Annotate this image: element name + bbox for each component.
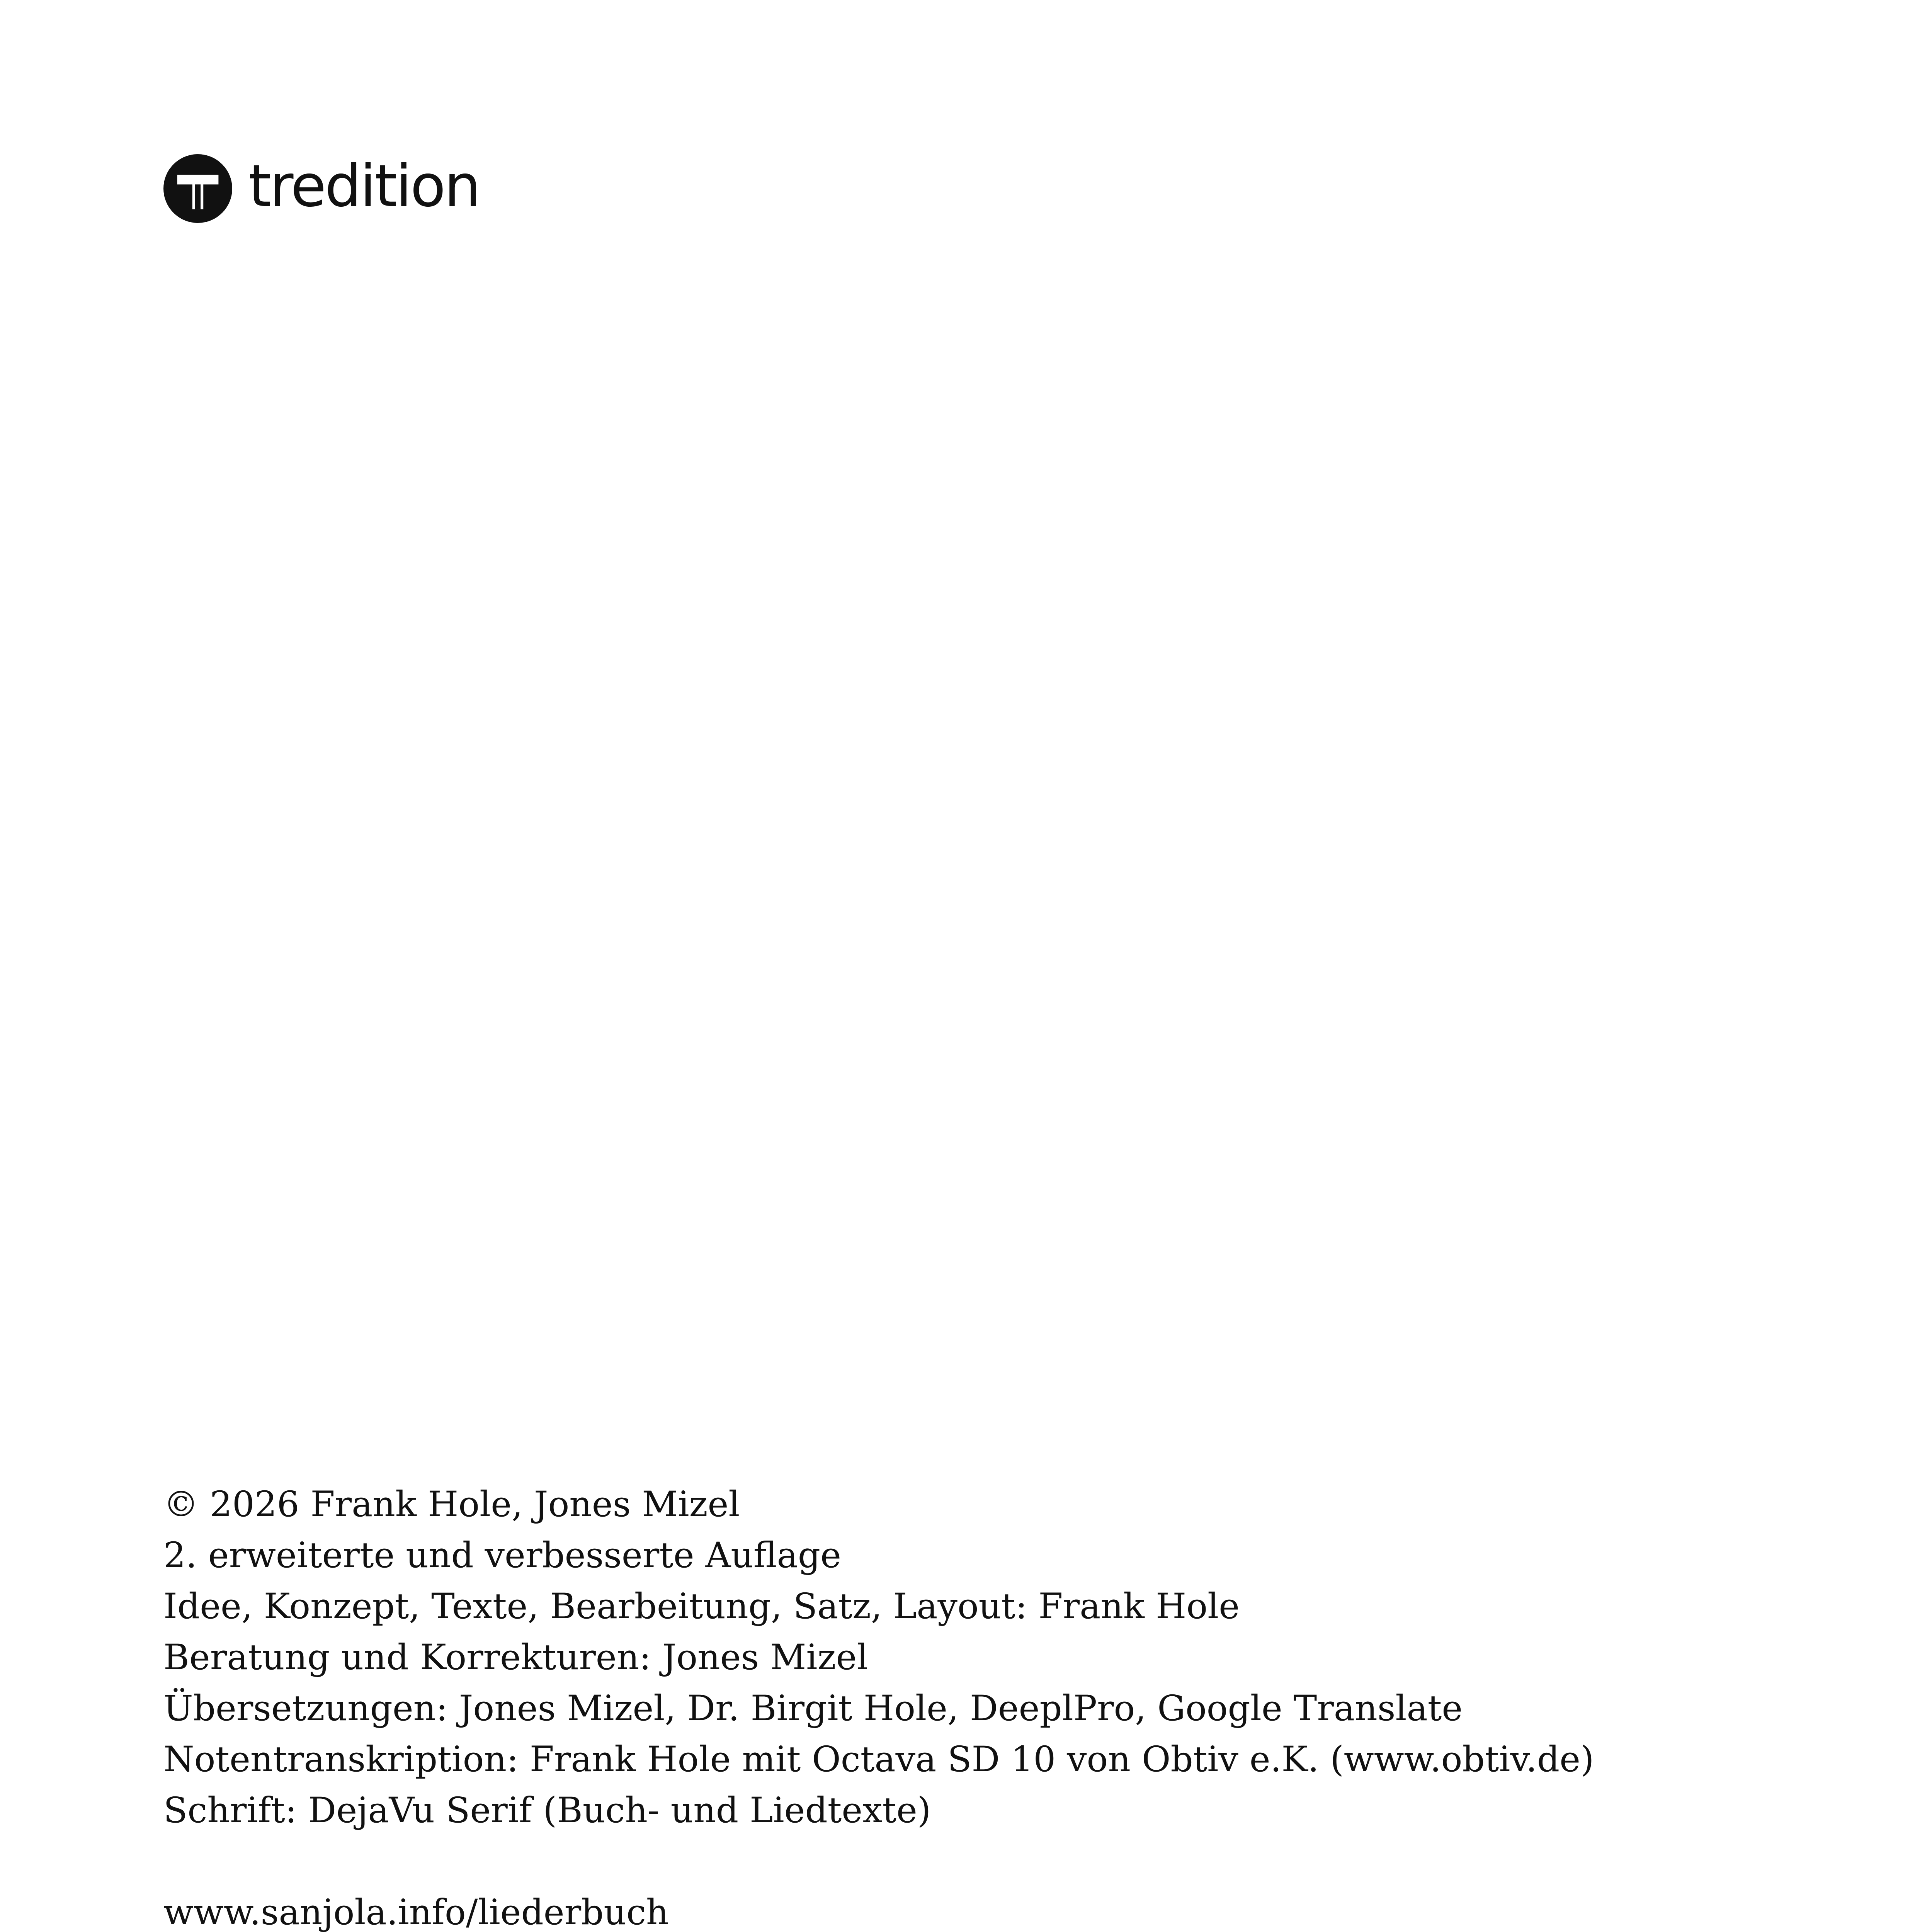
imprint-block — [163, 1479, 1848, 1932]
font-credit-line: Schrift: DejaVu Serif (Buch- und Liedtexte) — [163, 1790, 931, 1831]
website-link[interactable]: www.sanjola.info/liederbuch — [163, 1892, 669, 1932]
logo-wordmark: tredition — [248, 153, 480, 220]
copyright-line: © 2026 Frank Hole, Jones Mizel — [163, 1484, 740, 1525]
tredition-logo — [163, 152, 480, 225]
transcription-credit-line: Notentranskription: Frank Hole mit Octava SD 10 von Obtiv e.K. (www.obtiv.de) — [163, 1739, 1594, 1780]
consulting-credit-line: Beratung und Korrekturen: Jones Mizel — [163, 1637, 868, 1678]
spacer — [163, 1836, 1848, 1887]
tredition-logo-icon — [163, 154, 232, 223]
edition-line: 2. erweiterte und verbesserte Auflage — [163, 1535, 841, 1576]
translation-credit-line: Übersetzungen: Jones Mizel, Dr. Birgit Hole, DeeplPro, Google Translate — [163, 1688, 1463, 1729]
concept-credit-line: Idee, Konzept, Texte, Bearbeitung, Satz, Layout: Frank Hole — [163, 1586, 1240, 1627]
